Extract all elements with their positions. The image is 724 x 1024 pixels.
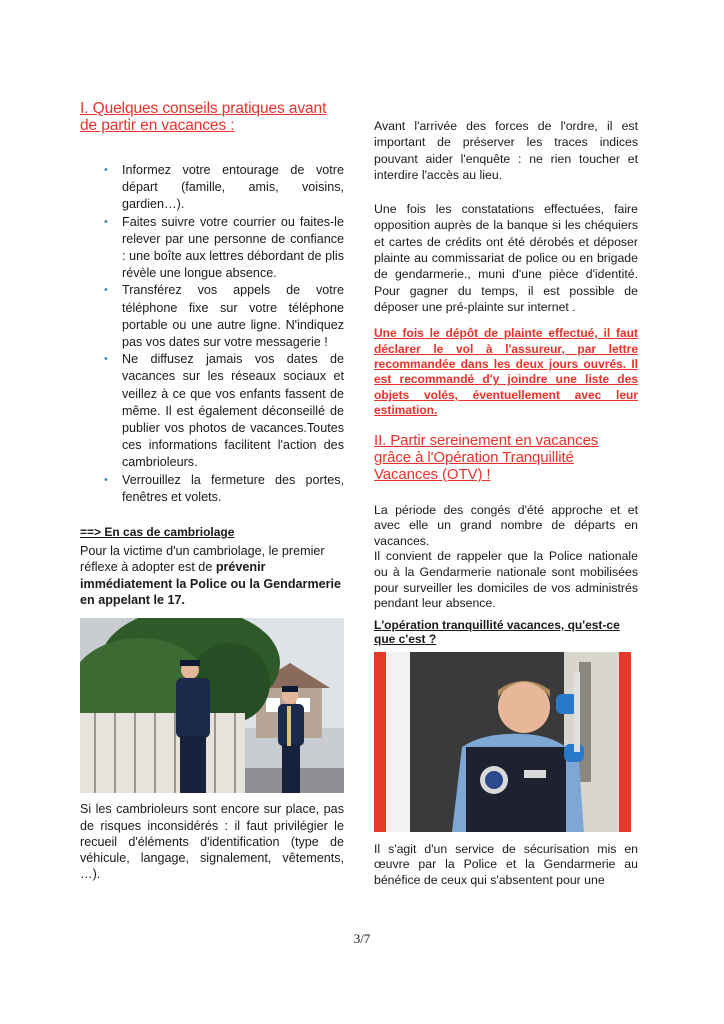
page-number: 3/7: [353, 931, 371, 946]
burglary-heading: ==> En cas de cambriolage: [80, 525, 235, 540]
paragraph-police-mobilised: Il convient de rappeler que la Police nationale ou à la Gendarmerie nationale sont mobilisées pour surveiller les domiciles de vos administrés pendant leur absence.: [374, 549, 638, 611]
list-item: • Ne diffusez jamais vos dates de vacances sur les réseaux sociaux et veillez à ce que vos enfants fassent de même. Il est également déconseillé de publier vos photos de vacances.Toutes ces informations facilitent l'action des cambrioleurs.: [122, 351, 344, 471]
right-column: [374, 118, 638, 889]
left-column: [80, 100, 344, 883]
list-item: • Verrouillez la fermeture des portes, fenêtres et volets.: [122, 472, 344, 506]
paragraph-opposition: Une fois les constatations effectuées, faire opposition auprès de la banque si les chéquiers et cartes de crédits ont été dérobés et déposer plainte au commissariat de police ou en brigade de gendarmerie., muni d'une pièce d'identité. Pour gagner du temps, il est possible de déposer une pré-plainte sur internet .: [374, 202, 638, 314]
otv-question: L'opération tranquillité vacances, qu'est-ce que c'est ?: [374, 617, 620, 646]
paragraph-summer: La période des congés d'été approche et et avec elle un grand nombre de départs en vacances.: [374, 502, 638, 548]
list-item: • Transférez vos appels de votre téléphone fixe sur votre téléphone portable ou une autre ligne. N'indiquez pas vos dates sur votre messagerie !: [122, 282, 344, 351]
otv-description: Il s'agit d'un service de sécurisation mis en œuvre par la Police et la Gendarmerie au bénéfice de ceux qui s'absentent pour une: [374, 841, 638, 888]
section-heading-1: I. Quelques conseils pratiques avant de partir en vacances :: [80, 100, 327, 134]
tips-list: [80, 162, 344, 506]
gendarme-photo-illustration: [374, 652, 631, 832]
paragraph-preserve-traces: Avant l'arrivée des forces de l'ordre, il est important de préserver les traces indices pouvant aider l'enquête : ne rien toucher et interdire l'accès au lieu.: [374, 119, 638, 182]
burglary-text: Pour la victime d'un cambriolage, le premier réflexe à adopter est de: [80, 544, 325, 575]
list-item: • Informez votre entourage de votre départ (famille, amis, voisins, gardien…).: [122, 162, 344, 214]
burglary-text-bold: prévenir immédiatement la Police ou la Gendarmerie en appelant le 17.: [80, 560, 342, 607]
section-heading-2: II. Partir sereinement en vacances grâce à l'Opération Tranquillité Vacances (OTV) !: [374, 431, 599, 483]
red-paragraph-insurance: Une fois le dépôt de plainte effectué, il faut déclarer le vol à l'assureur, par lettre recommandée dans les deux jours ouvrés. Il est recommandé d'y joindre une liste des objets volés, éventuellement avec leur estimation.: [374, 326, 638, 418]
gendarme-photo: [374, 652, 631, 832]
police-photo: [80, 618, 344, 793]
burglary-paragraph: [80, 543, 344, 608]
list-item: • Faites suivre votre courrier ou faites-le relever par une personne de confiance : une boîte aux lettres débordant de plis révèle une longue absence.: [122, 214, 344, 283]
police-photo-illustration: [80, 618, 344, 793]
photo-caption: Si les cambrioleurs sont encore sur place, pas de risques inconsidérés : il faut privilégier le recueil d'éléments d'identification (type de véhicule, langage, signalement, vêtements, …).: [80, 802, 344, 882]
